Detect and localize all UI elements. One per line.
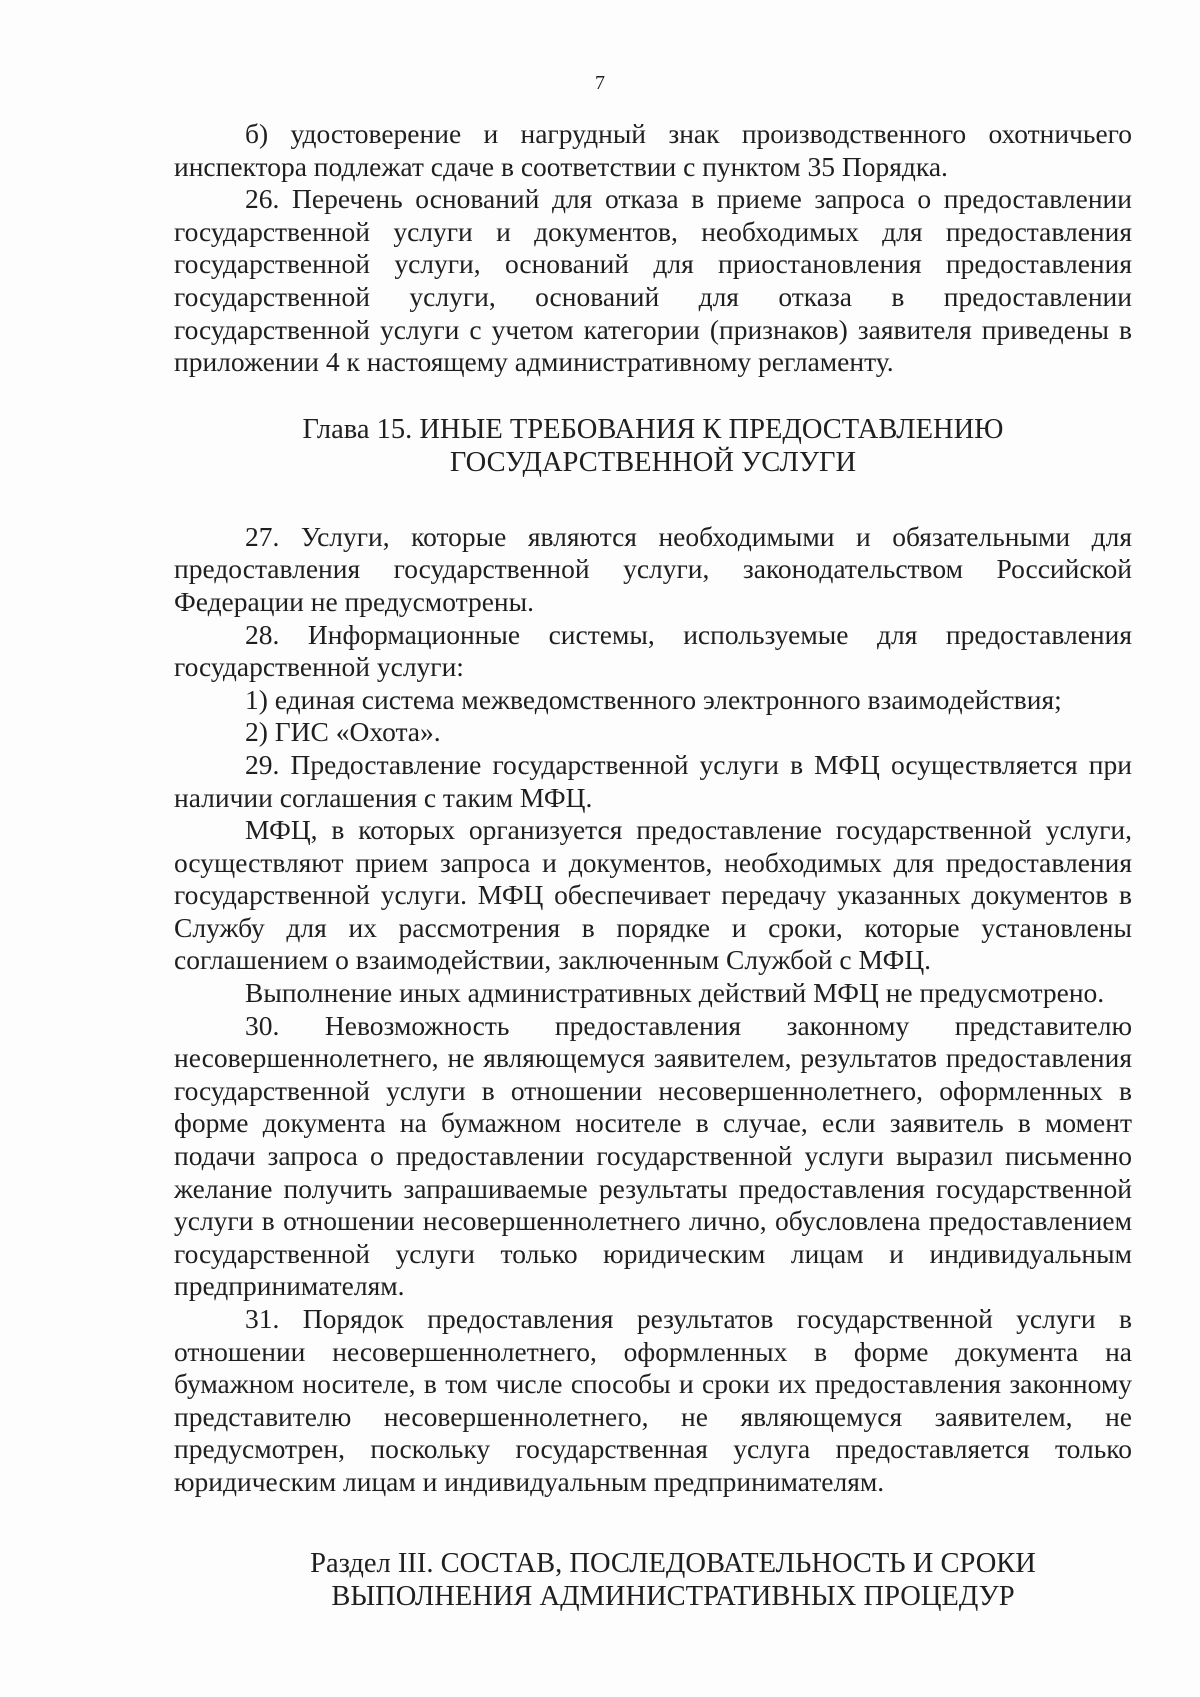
paragraph-inspector-badge: б) удостоверение и нагрудный знак производственного охотничьего инспектора подлежат сдаче в соответствии с пунктом 35 Порядка. [174,118,1132,182]
chapter-15-heading-line2: ГОСУДАРСТВЕННОЙ УСЛУГИ [449,446,857,478]
section-3-heading-line1: Раздел III. СОСТАВ, ПОСЛЕДОВАТЕЛЬНОСТЬ И СРОКИ [310,1547,1036,1579]
document-body [174,118,1132,1613]
paragraph-28: 28. Информационные системы, используемые для предоставления государственной услуги: [174,618,1132,683]
list-item-28-2: 2) ГИС «Охота». [245,716,441,748]
paragraph-31: 31. Порядок предоставления результатов государственной услуги в отношении несовершеннолетнего, оформленных в форме документа на бумажном носителе, в том числе способы и сроки их предоставления законному представителю несовершеннолетнего, не являющемуся заявителем, не предусмотрен, поскольку государственная услуга предоставляется только юридическим лицам и индивидуальным предпринимателям. [174,1303,1132,1497]
section-3-heading [174,1547,1132,1613]
paragraph-29: 29. Предоставление государственной услуги в МФЦ осуществляется при наличии соглашения с таким МФЦ. [174,748,1132,813]
list-item-28-1: 1) единая система межведомственного электронного взаимодействия; [245,683,1062,715]
chapter-15-heading-line1: Глава 15. ИНЫЕ ТРЕБОВАНИЯ К ПРЕДОСТАВЛЕНИЮ [302,413,1004,445]
section-3-heading-line2: ВЫПОЛНЕНИЯ АДМИНИСТРАТИВНЫХ ПРОЦЕДУР [331,1580,1015,1612]
paragraph-27: 27. Услуги, которые являются необходимыми и обязательными для предоставления государственной услуги, законодательством Российской Федерации не предусмотрены. [174,520,1132,617]
paragraph-29-other-actions: Выполнение иных административных действий МФЦ не предусмотрено. [245,977,1105,1009]
paragraph-26-refusal-grounds: 26. Перечень оснований для отказа в приеме запроса о предоставлении государственной услуги и документов, необходимых для предоставления государственной услуги, оснований для приостановления предоставления государственной услуги, оснований для отказа в предоставлении государственной услуги с учетом категории (признаков) заявителя приведены в приложении 4 к настоящему административному регламенту. [174,183,1132,378]
chapter-15-heading [174,413,1132,479]
page-number: 7 [595,72,605,94]
paragraph-29-mfc: МФЦ, в которых организуется предоставление государственной услуги, осуществляют прием запроса и документов, необходимых для предоставления государственной услуги. МФЦ обеспечивает передачу указанных документов в Службу для их рассмотрения в порядке и сроки, которые установлены соглашением о взаимодействии, заключенным Службой с МФЦ. [174,814,1132,976]
paragraph-30: 30. Невозможность предоставления законному представителю несовершеннолетнего, не являющемуся заявителем, результатов предоставления государственной услуги в отношении несовершеннолетнего, оформленных в форме документа на бумажном носителе в случае, если заявитель в момент подачи запроса о предоставлении государственной услуги выразил письменно желание получить запрашиваемые результаты предоставления государственной услуги в отношении несовершеннолетнего лично, обусловлена предоставлением государственной услуги только юридическим лицам и индивидуальным предпринимателям. [174,1009,1132,1302]
